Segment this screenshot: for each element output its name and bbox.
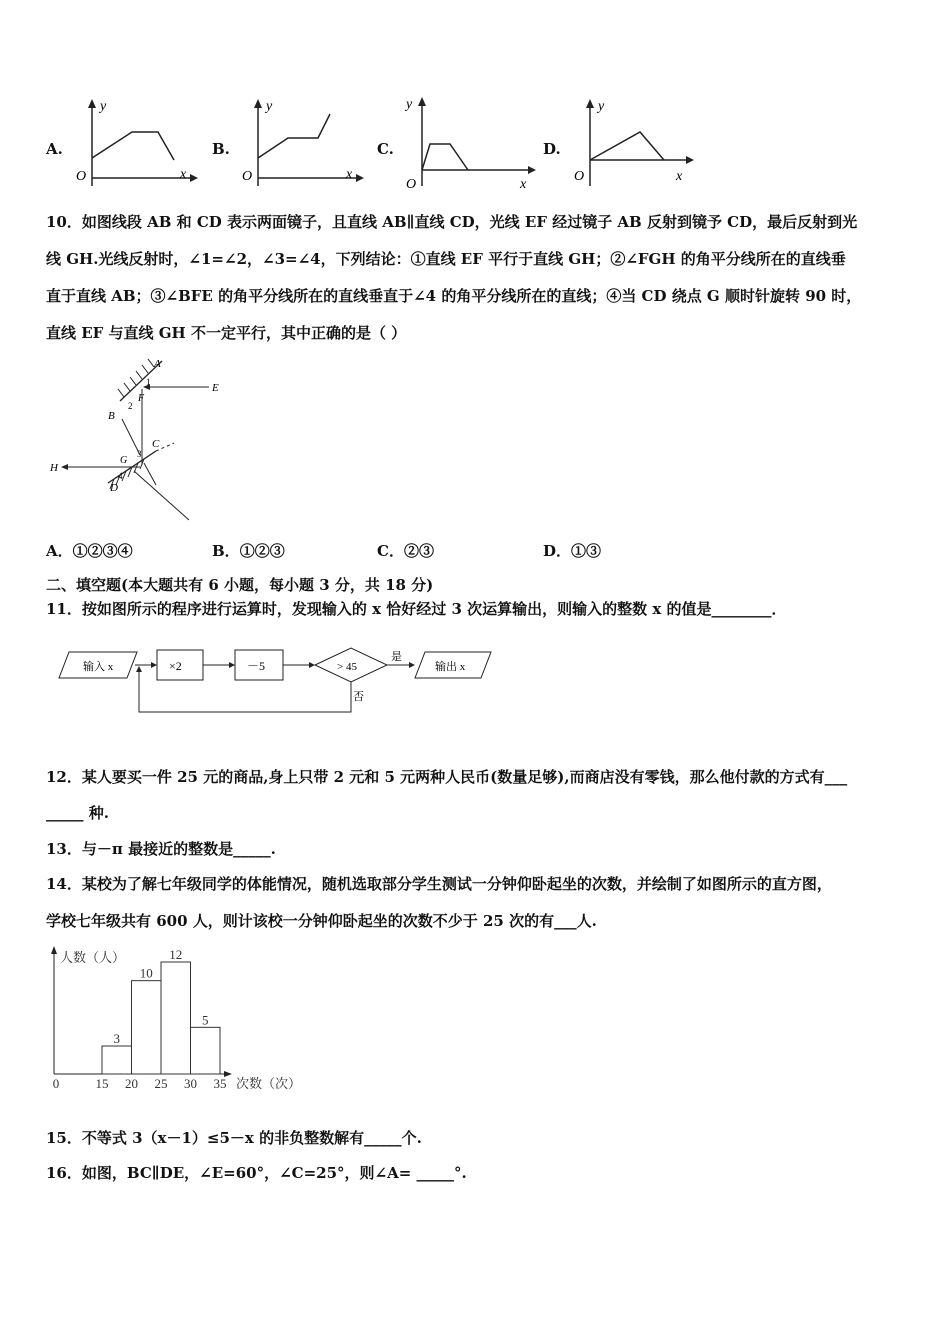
q16-text: 16．如图，BC∥DE，∠E=60°，∠C=25°，则∠A= _____°. [46, 1164, 467, 1182]
axis-y-label: y [266, 99, 273, 114]
label-d: D [110, 482, 118, 494]
label-angle-2: 2 [128, 401, 133, 411]
label-angle-4: 4 [118, 471, 123, 481]
choice-label: B． [212, 542, 240, 560]
flow-condition: > 45 [337, 661, 357, 673]
flow-subtract: －5 [247, 659, 266, 673]
q9-graph-c [400, 94, 540, 192]
q10-line-2: 线 GH.光线反射时，∠1=∠2，∠3=∠4，下列结论：①直线 EF 平行于直线 GH；②∠FGH 的角平分线所在的直线垂 [46, 250, 846, 268]
axis-x-label: x [520, 177, 527, 192]
axis-y-label: y [100, 99, 107, 114]
histogram-bar [161, 962, 191, 1074]
q12-line-2: _____ 种. [46, 804, 109, 822]
axis-origin-label: O [76, 169, 87, 184]
x-tick-label: 0 [52, 1076, 60, 1090]
choice-label: A． [46, 542, 73, 560]
choice-text: ①③ [571, 542, 602, 560]
q9-graph-d [570, 96, 700, 190]
choice-text: ①②③ [239, 542, 285, 560]
axis-y-label: y [406, 97, 413, 112]
flow-yes: 是 [391, 651, 402, 663]
label-f: F [138, 393, 145, 404]
axis-x-label: x [180, 167, 187, 182]
bar-value-label: 5 [202, 1012, 209, 1028]
q9-options [0, 90, 950, 200]
x-tick-label: 25 [154, 1076, 168, 1090]
axis-origin-label: O [574, 169, 585, 184]
q9-graph-b [238, 96, 368, 190]
q14-line-2: 学校七年级共有 600 人，则计该校一分钟仰卧起坐的次数不少于 25 次的有___人. [46, 912, 597, 930]
choice-text: ②③ [403, 542, 434, 560]
label-c: C [152, 438, 160, 450]
q11-flowchart [55, 644, 505, 718]
flow-input: 输入 x [83, 661, 114, 673]
label-a: A [154, 358, 161, 370]
x-tick-label: 35 [213, 1076, 227, 1090]
label-angle-1: 1 [146, 377, 151, 387]
q14-line-1: 14．某校为了解七年级同学的体能情况，随机选取部分学生测试一分钟仰卧起坐的次数，并绘制了如图所示的直方图， [46, 875, 832, 893]
label-e: E [212, 382, 219, 394]
label-b: B [108, 410, 115, 422]
axis-origin-label: O [242, 169, 253, 184]
x-axis-label: 次数（次） [236, 1076, 302, 1090]
bar-value-label: 12 [169, 947, 183, 962]
choice-text: ①②③④ [72, 542, 133, 560]
q10-line-4: 直线 EF 与直线 GH 不一定平行，其中正确的是（ ） [46, 324, 407, 342]
axis-y-label: y [598, 99, 605, 114]
x-tick-label: 20 [125, 1076, 138, 1090]
axis-origin-label: O [406, 177, 417, 192]
histogram-bar [191, 1027, 221, 1074]
x-tick-label: 30 [184, 1076, 197, 1090]
flow-multiply: ×2 [169, 659, 182, 673]
q13-text: 13．与－π 最接近的整数是_____. [46, 840, 276, 858]
histogram-bar [132, 981, 162, 1074]
bar-value-label: 3 [113, 1031, 120, 1046]
axis-x-label: x [346, 167, 353, 182]
choice-label: D． [543, 542, 572, 560]
label-h: H [50, 462, 58, 474]
q9-option-d-label: D. [543, 140, 561, 158]
y-axis-label: 人数（人） [60, 950, 126, 965]
flow-no: 否 [353, 691, 364, 703]
label-angle-3: 3 [137, 449, 142, 459]
section-heading: 二、填空题(本大题共有 6 小题，每小题 3 分，共 18 分) [46, 576, 434, 594]
q10-choice-a[interactable] [46, 541, 133, 561]
q11-text: 11．按如图所示的程序进行运算时，发现输入的 x 恰好经过 3 次运算输出，则输入的整数 x 的值是________． [46, 600, 787, 618]
histogram-bar [102, 1046, 132, 1074]
label-g: G [120, 455, 128, 466]
q10-line-1: 10．如图线段 AB 和 CD 表示两面镜子，且直线 AB∥直线 CD，光线 EF 经过镜子 AB 反射到镜予 CD，最后反射到光 [46, 213, 858, 231]
q10-choice-d[interactable] [543, 541, 601, 561]
q9-option-c-label: C. [377, 140, 394, 158]
choice-label: C． [377, 542, 404, 560]
q15-text: 15．不等式 3（x－1）≤5－x 的非负整数解有_____个. [46, 1129, 422, 1147]
q10-choice-c[interactable] [377, 541, 434, 561]
q10-line-3: 直于直线 AB；③∠BFE 的角平分线所在的直线垂直于∠4 的角平分线所在的直线；④当 CD 绕点 G 顺时针旋转 90 时， [46, 287, 862, 305]
q10-choice-b[interactable] [212, 541, 285, 561]
q12-line-1: 12．某人要买一件 25 元的商品,身上只带 2 元和 5 元两种人民币(数量足够),而商店没有零钱，那么他付款的方式有___ [46, 768, 848, 786]
flow-output: 输出 x [435, 661, 466, 673]
bar-value-label: 10 [139, 965, 153, 981]
q9-option-a-label: A. [46, 140, 63, 158]
q9-graph-a [72, 96, 202, 190]
axis-x-label: x [676, 169, 683, 184]
q10-mirror-figure [44, 355, 244, 525]
q14-histogram [40, 940, 320, 1090]
q9-option-b-label: B. [212, 140, 230, 158]
x-tick-label: 15 [95, 1076, 109, 1090]
